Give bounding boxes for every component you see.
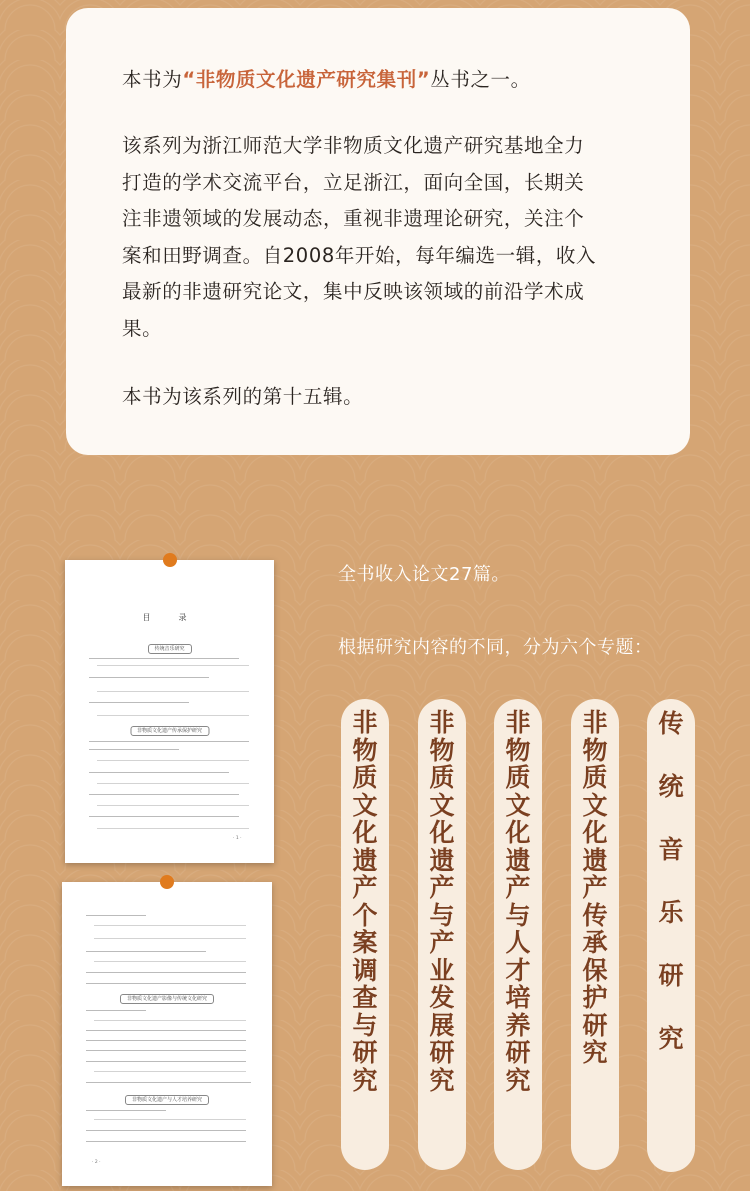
contents-section-label: 非物质文化遗产影像与传统文化研究 [120, 994, 214, 1004]
contents-page-2 [62, 882, 272, 1186]
topic-char: 传 [582, 900, 608, 930]
contents-entry [89, 794, 239, 795]
topic-char: 化 [505, 818, 531, 847]
contents-entry [94, 961, 246, 962]
topic-char: 保 [582, 955, 608, 985]
topic-pill-music [647, 699, 695, 1172]
contents-entry [94, 1119, 246, 1120]
topic-char: 研 [429, 1038, 455, 1067]
topic-char: 产 [582, 873, 608, 902]
contents-entry [97, 715, 249, 716]
pin-icon [163, 553, 177, 567]
description-line: 果。 [122, 316, 163, 340]
intro-suffix: 丛书之一。 [430, 68, 531, 91]
topic-char: 遗 [505, 845, 531, 875]
topic-char: 传 [658, 709, 684, 738]
contents-entry [86, 1030, 246, 1031]
intro-line-1 [122, 62, 642, 99]
topic-char: 化 [352, 818, 378, 847]
description-line: 最新的非遗研究论文，集中反映该领域的前沿学术成 [122, 280, 585, 304]
topic-char: 人 [505, 928, 531, 957]
topic-char: 非 [582, 708, 608, 737]
contents-entry [89, 772, 229, 773]
volume-statement: 本书为该系列的第十五辑。 [122, 385, 364, 408]
paper-count: 全书收入论文27篇。 [338, 564, 510, 585]
topic-char: 产 [429, 873, 455, 902]
contents-entry [86, 972, 246, 973]
topic-char: 案 [352, 928, 378, 957]
topic-char: 护 [582, 983, 608, 1012]
contents-title: 目 录 [142, 613, 197, 622]
topic-char: 与 [429, 900, 455, 930]
topic-pill-industry [418, 699, 466, 1170]
topic-char: 研 [658, 961, 684, 990]
contents-entry [86, 1141, 246, 1142]
topic-char: 究 [429, 1065, 455, 1095]
topic-char: 非 [429, 708, 455, 737]
topic-char: 非 [505, 708, 531, 737]
contents-entry [86, 1061, 246, 1062]
contents-entry [86, 1110, 166, 1111]
contents-entry [94, 1071, 246, 1072]
contents-page-1 [65, 560, 274, 863]
contents-entry [86, 1050, 246, 1051]
topic-char: 发 [429, 983, 455, 1012]
topic-char: 究 [582, 1038, 608, 1067]
contents-entry [97, 760, 249, 761]
contents-entry [86, 1010, 146, 1011]
topic-char: 产 [429, 928, 455, 957]
description-line: 案和田野调查。自2008年开始，每年编选一辑，收入 [122, 243, 597, 267]
page-number: · 2 · [92, 1160, 101, 1165]
contents-entry [89, 658, 239, 659]
topic-char: 化 [429, 818, 455, 847]
topic-char: 才 [505, 955, 531, 985]
topic-char: 究 [658, 1024, 684, 1053]
intro-prefix: 本书为 [122, 68, 183, 91]
contents-entry [97, 691, 249, 692]
topic-char: 乐 [658, 898, 684, 927]
contents-entry [97, 828, 249, 829]
contents-entry [94, 925, 246, 926]
contents-entry [89, 816, 239, 817]
contents-entry [86, 983, 246, 984]
topic-char: 质 [505, 763, 531, 792]
topic-char: 统 [658, 772, 684, 801]
contents-entry [97, 783, 249, 784]
topic-char: 质 [429, 763, 455, 792]
topic-char: 质 [352, 763, 378, 792]
topic-char: 究 [505, 1065, 531, 1095]
topic-char: 物 [352, 735, 378, 765]
contents-entry [89, 677, 209, 678]
topic-char: 文 [352, 790, 378, 820]
topic-char: 产 [352, 873, 378, 902]
series-name-highlight: “非物质文化遗产研究集刊” [182, 68, 431, 91]
contents-section-label: 传统音乐研究 [147, 644, 191, 654]
description-line: 注非遗领域的发展动态，重视非遗理论研究，关注个 [122, 207, 585, 231]
intro-card [66, 8, 690, 455]
contents-entry [86, 951, 206, 952]
topic-char: 遗 [429, 845, 455, 875]
topic-char: 研 [352, 1038, 378, 1067]
topic-char: 养 [505, 1010, 531, 1040]
topic-char: 个 [352, 900, 378, 930]
topic-pill-inheritance [571, 699, 619, 1170]
topic-char: 文 [429, 790, 455, 820]
contents-entry [86, 1082, 251, 1083]
topic-char: 产 [505, 873, 531, 902]
topic-char: 非 [352, 708, 378, 737]
page-number: · 1 · [233, 836, 242, 841]
topic-char: 音 [658, 835, 684, 864]
contents-section-label: 非物质文化遗产与人才培养研究 [125, 1095, 209, 1105]
contents-entry [86, 1130, 246, 1131]
topic-char: 与 [352, 1010, 378, 1040]
topic-char: 物 [505, 735, 531, 765]
topic-char: 质 [582, 763, 608, 792]
topic-char: 研 [582, 1010, 608, 1040]
topics-intro: 根据研究内容的不同，分为六个专题： [338, 637, 653, 658]
topic-char: 遗 [582, 845, 608, 875]
contents-entry [94, 1020, 246, 1021]
topic-char: 物 [582, 735, 608, 765]
topic-char: 遗 [352, 845, 378, 875]
pin-icon [160, 875, 174, 889]
topic-char: 文 [505, 790, 531, 820]
topic-char: 文 [582, 790, 608, 820]
topic-char: 承 [582, 928, 608, 957]
series-description [122, 128, 642, 348]
contents-section-label: 非物质文化遗产传承保护研究 [130, 726, 209, 736]
topic-char: 究 [352, 1065, 378, 1095]
contents-entry [86, 915, 146, 916]
topic-char: 物 [429, 735, 455, 765]
topic-char: 调 [352, 955, 378, 985]
description-line: 打造的学术交流平台，立足浙江，面向全国，长期关 [122, 170, 585, 194]
description-line: 该系列为浙江师范大学非物质文化遗产研究基地全力 [122, 134, 585, 157]
contents-entry [89, 749, 179, 750]
topic-char: 研 [505, 1038, 531, 1067]
topic-pill-talent [494, 699, 542, 1170]
topic-char: 与 [505, 900, 531, 930]
contents-entry [89, 741, 249, 742]
topic-char: 培 [505, 983, 531, 1012]
topic-pill-case-study [341, 699, 389, 1170]
contents-entry [97, 665, 249, 666]
topic-char: 业 [429, 955, 455, 985]
contents-entry [94, 938, 246, 939]
contents-entry [89, 702, 189, 703]
topic-char: 展 [429, 1010, 455, 1040]
topic-char: 化 [582, 818, 608, 847]
contents-entry [97, 805, 249, 806]
contents-entry [86, 1040, 246, 1041]
topic-char: 查 [352, 983, 378, 1012]
